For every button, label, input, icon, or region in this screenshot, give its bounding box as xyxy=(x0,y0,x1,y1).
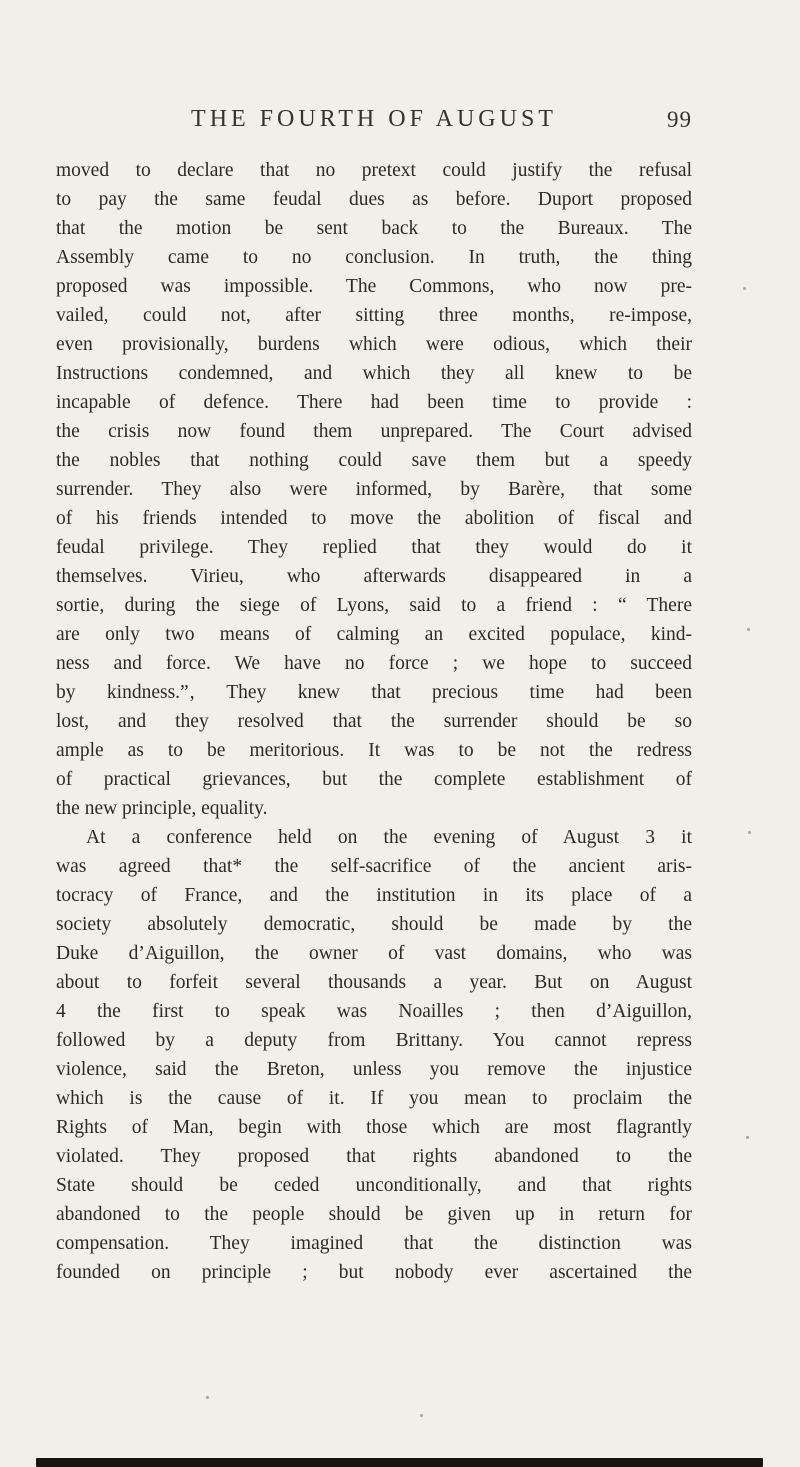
text-line: founded on principle ; but nobody ever ascertained the xyxy=(56,1262,692,1283)
text-line: Rights of Man, begin with those which are most flagrantly xyxy=(56,1117,692,1138)
running-head-title: THE FOURTH OF AUGUST xyxy=(191,106,557,132)
text-line: Assembly came to no conclusion. In truth, the thing xyxy=(56,247,692,268)
text-line: surrender. They also were informed, by Barère, that some xyxy=(56,479,692,500)
text-line: State should be ceded unconditionally, and that rights xyxy=(56,1175,692,1196)
text-line: the new principle, equality. xyxy=(56,798,268,819)
scan-speck xyxy=(743,287,746,290)
text-line: which is the cause of it. If you mean to proclaim the xyxy=(56,1088,692,1109)
text-line: followed by a deputy from Brittany. You cannot repress xyxy=(56,1030,692,1051)
scan-speck xyxy=(206,1396,209,1399)
text-line: by kindness.”‚ They knew that precious time had been xyxy=(56,682,692,703)
text-line: themselves. Virieu, who afterwards disappeared in a xyxy=(56,566,692,587)
text-line: ness and force. We have no force ; we hope to succeed xyxy=(56,653,692,674)
text-line: moved to declare that no pretext could justify the refusal xyxy=(56,160,692,181)
scan-edge-bar xyxy=(36,1458,763,1467)
text-line: was agreed that* the self-sacrifice of the ancient aris- xyxy=(56,856,692,877)
text-line: 4 the first to speak was Noailles ; then d’Aiguillon, xyxy=(56,1001,692,1022)
text-line: violated. They proposed that rights abandoned to the xyxy=(56,1146,692,1167)
text-line: sortie, during the siege of Lyons, said to a friend : “ There xyxy=(56,595,692,616)
text-line: ample as to be meritorious. It was to be not the redress xyxy=(56,740,692,761)
text-line: At a conference held on the evening of August 3 it xyxy=(86,827,692,848)
text-line: Duke d’Aiguillon, the owner of vast domains, who was xyxy=(56,943,692,964)
text-line: lost, and they resolved that the surrender should be so xyxy=(56,711,692,732)
text-line: abandoned to the people should be given up in return for xyxy=(56,1204,692,1225)
paragraph xyxy=(56,156,692,823)
text-line: the nobles that nothing could save them but a speedy xyxy=(56,450,692,471)
text-line: proposed was impossible. The Commons, who now pre- xyxy=(56,276,692,297)
text-line: vailed, could not, after sitting three months, re-impose, xyxy=(56,305,692,326)
scan-speck xyxy=(748,831,751,834)
text-line: violence, said the Breton, unless you remove the injustice xyxy=(56,1059,692,1080)
text-line: of his friends intended to move the abolition of fiscal and xyxy=(56,508,692,529)
text-line: society absolutely democratic, should be made by the xyxy=(56,914,692,935)
scan-speck xyxy=(747,628,750,631)
text-line: to pay the same feudal dues as before. Duport proposed xyxy=(56,189,692,210)
text-line: that the motion be sent back to the Bureaux. The xyxy=(56,218,692,239)
paragraph xyxy=(56,823,692,1287)
body-text xyxy=(56,156,692,1287)
text-line: Instructions condemned, and which they all knew to be xyxy=(56,363,692,384)
page-header xyxy=(56,106,692,138)
text-line: incapable of defence. There had been time to provide : xyxy=(56,392,692,413)
text-line: the crisis now found them unprepared. The Court advised xyxy=(56,421,692,442)
scan-speck xyxy=(420,1414,423,1417)
page-number: 99 xyxy=(667,107,692,132)
scan-speck xyxy=(746,1136,749,1139)
text-line: about to forfeit several thousands a year. But on August xyxy=(56,972,692,993)
text-line: compensation. They imagined that the distinction was xyxy=(56,1233,692,1254)
text-line: tocracy of France, and the institution in its place of a xyxy=(56,885,692,906)
text-line: of practical grievances, but the complete establishment of xyxy=(56,769,692,790)
text-line: are only two means of calming an excited populace, kind- xyxy=(56,624,692,645)
text-line: feudal privilege. They replied that they would do it xyxy=(56,537,692,558)
text-line: even provisionally, burdens which were odious, which their xyxy=(56,334,692,355)
